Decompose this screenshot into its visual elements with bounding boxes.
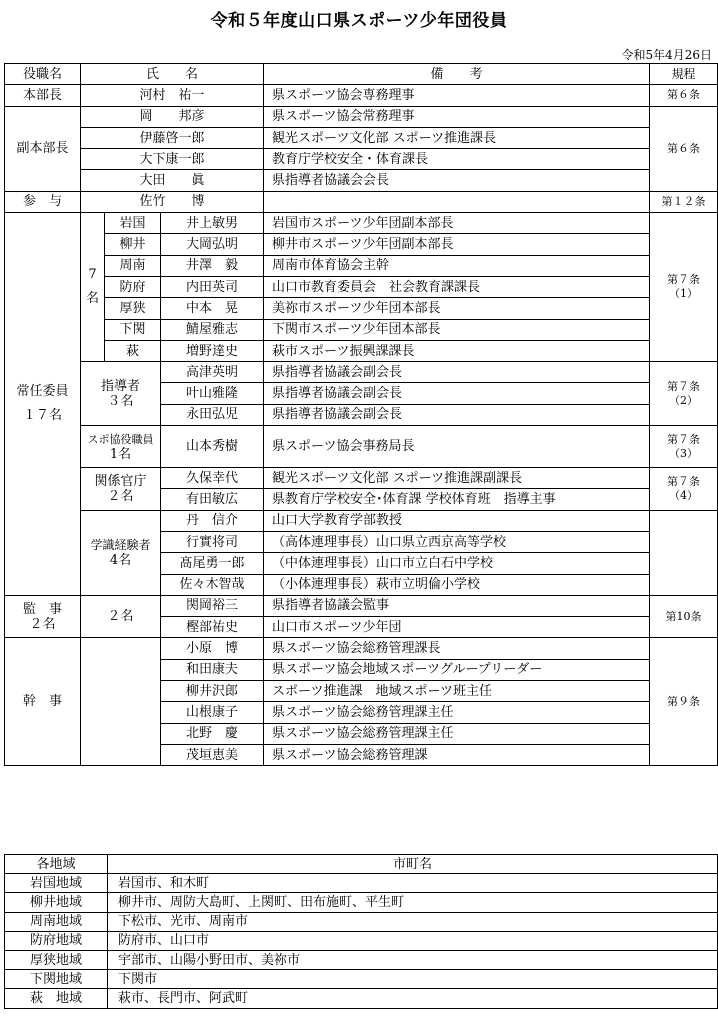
officers-table xyxy=(4,63,718,766)
kankei-name: 有田敏広 xyxy=(161,489,264,510)
role-honbucho: 本部長 xyxy=(5,85,81,106)
gakushiki-name: 髙尾勇一郎 xyxy=(161,553,264,574)
shido-count: ３名 xyxy=(107,393,134,409)
shido-name: 高津英明 xyxy=(161,362,264,383)
region-area: 下関地域 xyxy=(5,970,108,989)
fuku-row xyxy=(5,127,718,148)
supo-count: 1名 xyxy=(109,446,132,462)
kankei-note: 観光スポーツ文化部 スポーツ推進課副課長 xyxy=(264,468,650,489)
fuku-rule: 第６条 xyxy=(650,106,718,191)
role-fuku: 副本部長 xyxy=(5,106,81,191)
gakushiki-name: 丹 信介 xyxy=(161,510,264,531)
region-cities: 岩国市、和木町 xyxy=(108,874,718,893)
kankei-rule-clause: （4） xyxy=(669,488,698,502)
kankei-rule xyxy=(650,468,718,511)
regions-header-row xyxy=(5,855,718,874)
chiiki-name: 大岡弘明 xyxy=(161,234,264,255)
kanji2-rule: 第９条 xyxy=(650,638,718,766)
header-note: 備 考 xyxy=(264,64,650,85)
region-row xyxy=(5,931,718,950)
supo-group-label xyxy=(81,426,161,468)
role-joninn-label: 常任委員 xyxy=(16,383,69,399)
chiiki-row xyxy=(5,213,718,234)
chiiki-row xyxy=(5,340,718,361)
region-area: 厚狭地域 xyxy=(5,950,108,969)
kanji2-row xyxy=(5,638,718,659)
region-cities: 下松市、光市、周南市 xyxy=(108,912,718,931)
kanji-row xyxy=(5,595,718,616)
gakushiki-note: （小体連理事長）萩市立明倫小学校 xyxy=(264,574,650,595)
chiiki-area: 柳井 xyxy=(105,234,161,255)
region-cities: 宇部市、山陽小野田市、美祢市 xyxy=(108,950,718,969)
sanyo-row xyxy=(5,191,718,212)
shido-rule xyxy=(650,362,718,426)
role-joninn-count: １７名 xyxy=(22,407,62,423)
region-area: 萩 地域 xyxy=(5,989,108,1008)
header-rule: 規程 xyxy=(650,64,718,85)
document-date: 令和5年4月26日 xyxy=(621,48,712,62)
shido-note: 県指導者協議会副会長 xyxy=(264,362,650,383)
chiiki-row xyxy=(5,276,718,297)
chiiki-note: 岩国市スポーツ少年団副本部長 xyxy=(264,213,650,234)
chiiki-name: 井上敏男 xyxy=(161,213,264,234)
chiiki-name: 中本 晃 xyxy=(161,298,264,319)
gakushiki-note: 山口大学教育学部教授 xyxy=(264,510,650,531)
fuku-row xyxy=(5,149,718,170)
sanyo-name: 佐竹 博 xyxy=(81,191,264,212)
regions-header-city: 市町名 xyxy=(108,855,718,874)
chiiki-note: 周南市体育協会主幹 xyxy=(264,255,650,276)
role-kanji-label: 監 事 xyxy=(22,601,62,617)
supo-row xyxy=(5,426,718,468)
gakushiki-rule xyxy=(650,510,718,595)
chiiki-note: 下関市スポーツ少年団本部長 xyxy=(264,319,650,340)
region-cities: 柳井市、周防大島町、上関町、田布施町、平生町 xyxy=(108,893,718,912)
chiiki-area: 厚狭 xyxy=(105,298,161,319)
shido-label: 指導者 xyxy=(100,378,140,394)
chiiki-note: 柳井市スポーツ少年団副本部長 xyxy=(264,234,650,255)
chiiki-rule-article: 第７条 xyxy=(667,273,700,287)
fuku-name: 岡 邦彦 xyxy=(81,106,264,127)
chiiki-row xyxy=(5,319,718,340)
fuku-note: 県指導者協議会会長 xyxy=(264,170,650,191)
regions-header-area: 各地域 xyxy=(5,855,108,874)
kankei-count: ２名 xyxy=(107,488,134,504)
chiiki-rule xyxy=(650,213,718,362)
fuku-name: 伊藤啓一郎 xyxy=(81,127,264,148)
fuku-row xyxy=(5,170,718,191)
gakushiki-label: 学識経験者 xyxy=(90,537,151,552)
region-row xyxy=(5,874,718,893)
page-title: 令和５年度山口県スポーツ少年団役員 xyxy=(210,11,508,31)
chiiki-note: 美祢市スポーツ少年団本部長 xyxy=(264,298,650,319)
kankei-rule-article: 第７条 xyxy=(667,474,700,488)
officers-header-row xyxy=(5,64,718,85)
chiiki-name: 井澤 毅 xyxy=(161,255,264,276)
header-role: 役職名 xyxy=(5,64,81,85)
fuku-row xyxy=(5,106,718,127)
shido-note: 県指導者協議会副会長 xyxy=(264,383,650,404)
chiiki-row xyxy=(5,255,718,276)
chiiki-unit: 名 xyxy=(85,291,99,307)
kanji2-name: 茂垣恵美 xyxy=(161,744,264,765)
fuku-note: 教育庁学校安全・体育課長 xyxy=(264,149,650,170)
region-area: 岩国地域 xyxy=(5,874,108,893)
kanji-name: 関岡裕三 xyxy=(161,595,264,616)
shido-name: 叶山雅隆 xyxy=(161,383,264,404)
kanji2-name: 柳井沢郎 xyxy=(161,681,264,702)
role-kanji2: 幹 事 xyxy=(5,638,81,766)
chiiki-count: 7 xyxy=(88,267,97,283)
fuku-note: 観光スポーツ文化部 スポーツ推進課長 xyxy=(264,127,650,148)
role-kanji xyxy=(5,595,81,638)
gakushiki-name: 佐々木智哉 xyxy=(161,574,264,595)
chiiki-name: 内田英司 xyxy=(161,276,264,297)
kanji2-name: 和田康夫 xyxy=(161,659,264,680)
kanji2-name: 小原 博 xyxy=(161,638,264,659)
region-cities: 防府市、山口市 xyxy=(108,931,718,950)
honbucho-row xyxy=(5,85,718,106)
region-row xyxy=(5,970,718,989)
chiiki-note: 萩市スポーツ振興課課長 xyxy=(264,340,650,361)
chiiki-area: 岩国 xyxy=(105,213,161,234)
kankei-name: 久保幸代 xyxy=(161,468,264,489)
region-row xyxy=(5,912,718,931)
chiiki-row xyxy=(5,234,718,255)
chiiki-name: 鯖屋雅志 xyxy=(161,319,264,340)
fuku-note: 県スポーツ協会常務理事 xyxy=(264,106,650,127)
shido-rule-clause: （2） xyxy=(669,393,698,407)
supo-note: 県スポーツ協会事務局長 xyxy=(264,426,650,468)
kankei-label: 関係官庁 xyxy=(94,473,147,489)
chiiki-group-label xyxy=(81,213,105,362)
kanji2-note: 県スポーツ協会総務管理課主任 xyxy=(264,702,650,723)
gakushiki-count: 4名 xyxy=(109,552,132,568)
supo-rule-clause: （3） xyxy=(669,446,698,460)
chiiki-note: 山口市教育委員会 社会教育課課長 xyxy=(264,276,650,297)
honbucho-rule: 第６条 xyxy=(650,85,718,106)
region-cities: 萩市、長門市、阿武町 xyxy=(108,989,718,1008)
kanji-rule: 第10条 xyxy=(650,595,718,638)
shido-row xyxy=(5,362,718,383)
kanji2-note: 県スポーツ協会総務管理課 xyxy=(264,744,650,765)
role-sanyo: 参 与 xyxy=(5,191,81,212)
gakushiki-note: （高体連理事長）山口県立西京高等学校 xyxy=(264,531,650,552)
region-row xyxy=(5,950,718,969)
chiiki-area: 萩 xyxy=(105,340,161,361)
shido-rule-article: 第７条 xyxy=(667,379,700,393)
region-row xyxy=(5,893,718,912)
region-area: 防府地域 xyxy=(5,931,108,950)
shido-name: 永田弘児 xyxy=(161,404,264,425)
chiiki-rule-clause: （1） xyxy=(669,287,698,301)
sanyo-note xyxy=(264,191,650,212)
chiiki-area: 防府 xyxy=(105,276,161,297)
chiiki-row xyxy=(5,298,718,319)
gakushiki-name: 行實将司 xyxy=(161,531,264,552)
chiiki-name: 増野達史 xyxy=(161,340,264,361)
kankei-note: 県教育庁学校安全･体育課 学校体育班 指導主事 xyxy=(264,489,650,510)
supo-rule-article: 第７条 xyxy=(667,432,700,446)
shido-group-label xyxy=(81,362,161,426)
honbucho-name: 河村 祐一 xyxy=(81,85,264,106)
supo-label: スポ協役職員 xyxy=(87,432,154,446)
sanyo-rule: 第１２条 xyxy=(650,191,718,212)
gakushiki-note: （中体連理事長）山口市立白石中学校 xyxy=(264,553,650,574)
role-kanji-count: ２名 xyxy=(29,616,56,632)
region-area: 柳井地域 xyxy=(5,893,108,912)
chiiki-area: 下関 xyxy=(105,319,161,340)
kanji2-blank xyxy=(81,638,161,766)
kanji-count: ２名 xyxy=(81,595,161,638)
gakushiki-group-label xyxy=(81,510,161,595)
kanji-note: 山口市スポーツ少年団 xyxy=(264,617,650,638)
region-cities: 下関市 xyxy=(108,970,718,989)
kanji2-note: スポーツ推進課 地域スポーツ班主任 xyxy=(264,681,650,702)
kanji2-name: 山根康子 xyxy=(161,702,264,723)
role-joninn xyxy=(5,213,81,596)
kanji2-note: 県スポーツ協会総務管理課主任 xyxy=(264,723,650,744)
supo-rule xyxy=(650,426,718,468)
regions-table xyxy=(4,854,718,1009)
fuku-name: 大下康一郎 xyxy=(81,149,264,170)
kankei-row xyxy=(5,468,718,489)
kanji2-name: 北野 慶 xyxy=(161,723,264,744)
honbucho-note: 県スポーツ協会専務理事 xyxy=(264,85,650,106)
gakushiki-row xyxy=(5,510,718,531)
fuku-name: 大田 眞 xyxy=(81,170,264,191)
region-area: 周南地域 xyxy=(5,912,108,931)
kanji-note: 県指導者協議会監事 xyxy=(264,595,650,616)
shido-note: 県指導者協議会副会長 xyxy=(264,404,650,425)
kanji-name: 樫部祐史 xyxy=(161,617,264,638)
chiiki-area: 周南 xyxy=(105,255,161,276)
region-row xyxy=(5,989,718,1008)
kankei-group-label xyxy=(81,468,161,511)
header-name: 氏 名 xyxy=(81,64,264,85)
supo-name: 山本秀樹 xyxy=(161,426,264,468)
kanji2-note: 県スポーツ協会総務管理課長 xyxy=(264,638,650,659)
kanji2-note: 県スポーツ協会地域スポーツグループリーダー xyxy=(264,659,650,680)
